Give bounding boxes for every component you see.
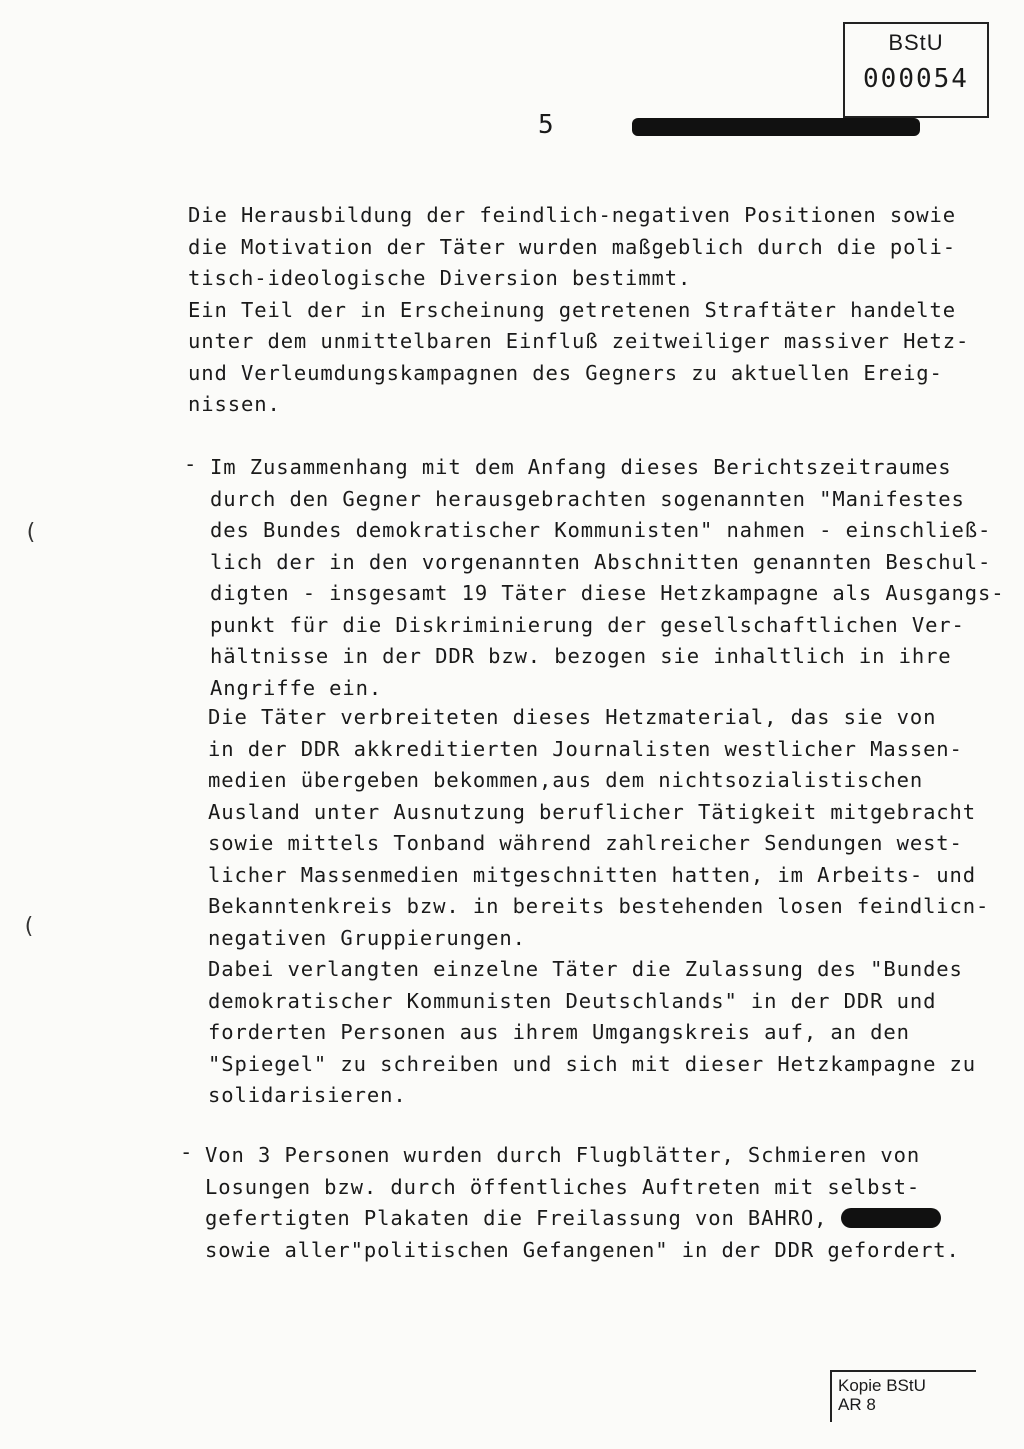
item2-line3: gefertigten Plakaten die Freilassung von BAHRO, <box>205 1206 828 1230</box>
bullet-1: - <box>184 452 197 476</box>
text-line: Die Herausbildung der feindlich-negativen Positionen sowie <box>188 203 957 227</box>
paragraph-intro <box>188 200 969 421</box>
item2-line4: sowie aller"politischen Gefangenen" in der DDR gefordert. <box>205 1237 960 1262</box>
text-line: die Motivation der Täter wurden maßgeblich durch die poli- <box>188 234 957 259</box>
list-item-1-part3 <box>208 954 976 1112</box>
margin-mark: ( <box>22 914 36 939</box>
text-line: nissen. <box>188 392 281 416</box>
redaction-inline <box>841 1208 941 1228</box>
text-line: Angriffe ein. <box>210 675 383 700</box>
text-line: in der DDR akkreditierten Journalisten westlicher Massen- <box>208 736 963 761</box>
text-line: Ein Teil der in Erscheinung getretenen Straftäter handelte <box>188 297 957 322</box>
item2-line1: Von 3 Personen wurden durch Flugblätter, Schmieren von <box>205 1143 921 1167</box>
text-line: Bekanntenkreis bzw. in bereits bestehenden losen feindlicn- <box>208 894 990 918</box>
list-item-1-part2 <box>208 702 989 954</box>
bullet-2: - <box>180 1140 193 1164</box>
list-item-1-part1 <box>210 452 1005 704</box>
item2-line2: Losungen bzw. durch öffentliches Auftreten mit selbst- <box>205 1174 921 1199</box>
text-line: und Verleumdungskampagnen des Gegners zu aktuellen Ereig- <box>188 360 943 385</box>
text-line: hältnisse in der DDR bzw. bezogen sie inhaltlich in ihre <box>210 644 952 668</box>
page-number: 5 <box>538 110 554 140</box>
text-line: Dabei verlangten einzelne Täter die Zulassung des "Bundes <box>208 957 963 981</box>
text-line: Ausland unter Ausnutzung beruflicher Tätigkeit mitgebracht <box>208 799 977 824</box>
copy-stamp <box>830 1370 976 1422</box>
copy-stamp-line2: AR 8 <box>838 1395 876 1414</box>
text-line: licher Massenmedien mitgeschnitten hatten, im Arbeits- und <box>208 862 977 887</box>
list-item-2 <box>205 1140 960 1266</box>
copy-stamp-line1: Kopie BStU <box>838 1376 926 1395</box>
text-line: tisch-ideologische Diversion bestimmt. <box>188 266 692 290</box>
text-line: medien übergeben bekommen,aus dem nichtsozialistischen <box>208 768 924 792</box>
text-line: sowie mittels Tonband während zahlreicher Sendungen west- <box>208 831 963 855</box>
text-line: unter dem unmittelbaren Einfluß zeitweiliger massiver Hetz- <box>188 329 970 353</box>
text-line: des Bundes demokratischer Kommunisten" nahmen - einschließ- <box>210 518 992 542</box>
text-line: negativen Gruppierungen. <box>208 925 526 950</box>
redaction-bar <box>632 118 920 136</box>
stamp-org: BStU <box>888 30 944 55</box>
text-line: punkt für die Diskriminierung der gesellschaftlichen Ver- <box>210 612 965 637</box>
text-line: "Spiegel" zu schreiben und sich mit dieser Hetzkampagne zu <box>208 1051 977 1076</box>
margin-mark: ( <box>24 520 38 545</box>
text-line: solidarisieren. <box>208 1083 407 1107</box>
text-line: digten - insgesamt 19 Täter diese Hetzkampagne als Ausgangs- <box>210 581 1005 605</box>
text-line: forderten Personen aus ihrem Umgangskreis auf, an den <box>208 1020 910 1044</box>
text-line: lich der in den vorgenannten Abschnitten genannten Beschul- <box>210 549 992 574</box>
text-line: Im Zusammenhang mit dem Anfang dieses Berichtszeitraumes <box>210 455 952 479</box>
archive-stamp <box>843 22 989 118</box>
text-line: durch den Gegner herausgebrachten sogenannten "Manifestes <box>210 486 965 511</box>
text-line: Die Täter verbreiteten dieses Hetzmaterial, das sie von <box>208 705 937 729</box>
text-line: demokratischer Kommunisten Deutschlands" in der DDR und <box>208 988 937 1013</box>
stamp-number: 000054 <box>863 64 969 94</box>
